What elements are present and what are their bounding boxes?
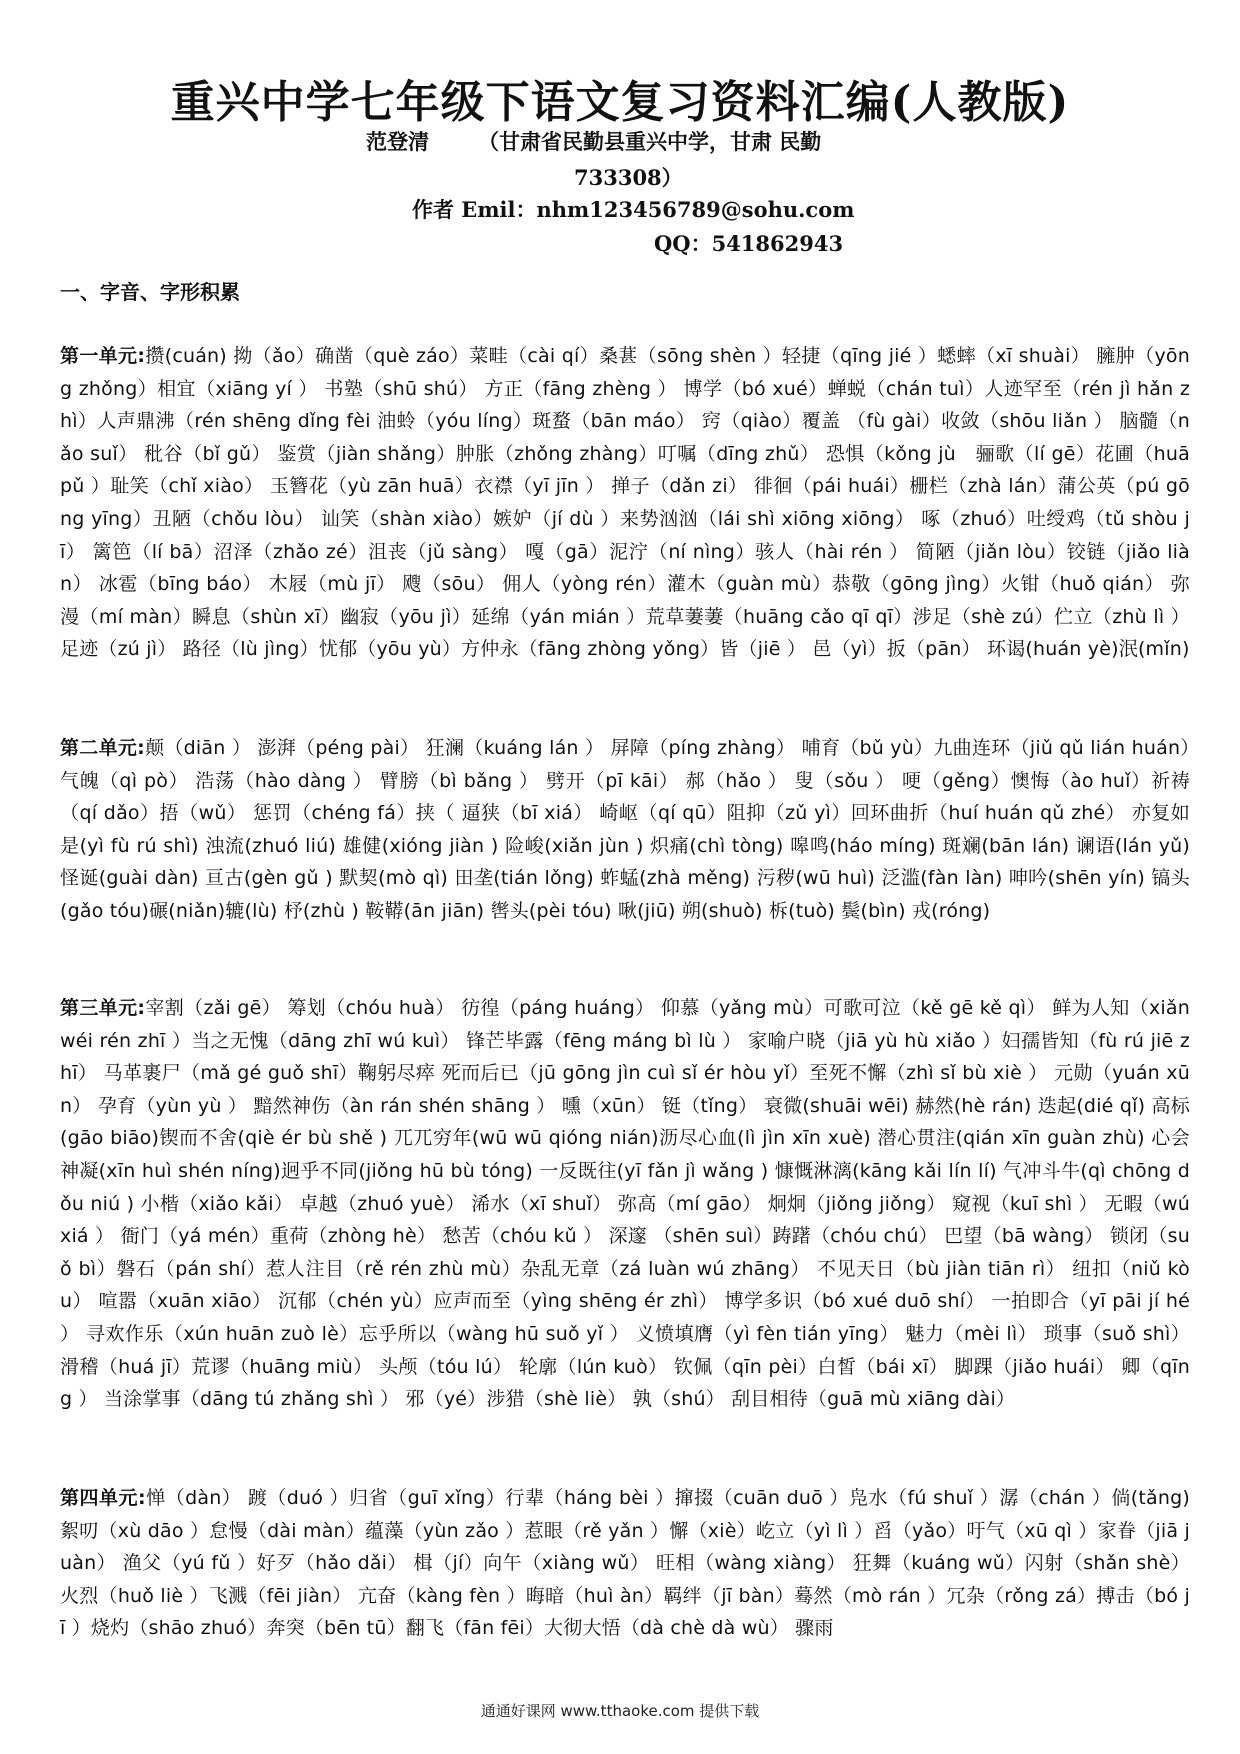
author-affiliation-line1: （甘肃省民勤县重兴中学，甘肃 民勤 [478,129,822,154]
author-qq: QQ：541862943 [654,231,844,256]
unit-text: 惮（dàn） 踱（duó ）归省（guī xǐng）行辈（háng bèi ）撺掇（cuān duō ）凫水（fú shuǐ ）潺（chán ）倘(tǎng) 絮叨（xù dāo ）怠慢（dài màn）蕴藻（yùn zǎo ）惹眼（rě yǎn ）懈（xiè）屹立（yì lì ）舀（yǎo）吁气（xū qì ）家眷（jiā juàn） 渔父（yú fǔ ）好歹（hǎo dǎi） 楫（jí）向午（xiàng wǔ） 旺相（wàng xiàng） 狂舞（kuáng wǔ）闪射（shǎn shè） 火烈（huǒ liè ）飞溅（fēi jiàn） 亢奋（kàng fèn ）晦暗（huì àn）羁绊（jī bàn）蓦然（mò rán ）冗杂（rǒng zá）搏击（bó jī ）烧灼（shāo zhuó）奔突（bēn tū）翻飞（fān fēi）大彻大悟（dà chè dà wù） 骤雨 [60,1487,1190,1640]
unit-paragraph-4 [60,1482,1190,1645]
unit-text: 宰割（zǎi gē） 筹划（chóu huà） 彷徨（páng huáng） 仰慕（yǎng mù）可歌可泣（kě gē kě qì） 鲜为人知（xiǎn wéi rén zhī ）当之无愧（dāng zhī wú kuì） 锋芒毕露（fēng máng bì lù ） 家喻户晓（jiā yù hù xiǎo ）妇孺皆知（fù rú jiē zhī） 马革裹尸（mǎ gé guǒ shī）鞠躬尽瘁 死而后已（jū gōng jìn cuì sǐ ér hòu yǐ）至死不懈（zhì sǐ bù xiè ） 元勋（yuán xūn） 孕育（yùn yù ） 黯然神伤（àn rán shén shāng ） 曛（xūn） 铤（tǐng） 衰微(shuāi wēi) 赫然(hè rán) 迭起(dié qǐ) 高标(gāo biāo)锲而不舍(qiè ér bù shě ) 兀兀穷年(wū wū qióng nián)沥尽心血(lì jìn xīn xuè) 潜心贯注(qián xīn guàn zhù) 心会神凝(xīn huì shén níng)迥乎不同(jiǒng hū bù tóng) 一反既往(yī fǎn jì wǎng ) 慷慨淋漓(kāng kǎi lín lí) 气冲斗牛(qì chōng dǒu niú ) 小楷（xiǎo kǎi） 卓越（zhuó yuè） 浠水（xī shuǐ） 弥高（mí gāo） 炯炯（jiǒng jiǒng） 窥视（kuī shì ） 无暇（wú xiá ） 衙门（yá mén）重荷（zhòng hè） 愁苦（chóu kǔ ） 深邃 （shēn suì）踌躇（chóu chú） 巴望（bā wàng） 锁闭（suǒ bì）磐石（pán shí）惹人注目（rě rén zhù mù）杂乱无章（zá luàn wú zhāng） 不见天日（bù jiàn tiān rì） 纽扣（niǔ kòu） 喧嚣（xuān xiāo） 沉郁（chén yù）应声而至（yìng shēng ér zhì） 博学多识（bó xué duō shí） 一拍即合（yī pāi jí hé ） 寻欢作乐（xún huān zuò lè）忘乎所以（wàng hū suǒ yǐ ） 义愤填膺（yì fèn tián yīng） 魅力（mèi lì） 琐事（suǒ shì） 滑稽（huá jī）荒谬（huāng miù） 头颅（tóu lú） 轮廓（lún kuò） 钦佩（qīn pèi）白皙（bái xī） 脚踝（jiǎo huái） 卿（qīng ） 当涂掌事（dāng tú zhǎng shì ） 邪（yé）涉猎（shè liè） 孰（shú） 刮目相待（guā mù xiāng dài） [60,997,1190,1411]
author-name: 范登清 [366,129,429,154]
unit-label: 第一单元: [60,345,146,367]
unit-text: 攒(cuán) 拗（ǎo）确凿（què záo）菜畦（cài qí）桑葚（sōng shèn ）轻捷（qīng jié ）蟋蟀（xī shuài） 臃肿（yōng zhǒng）相宜（xiāng yí ） 书塾（shū shú） 方正（fāng zhèng ） 博学（bó xué）蝉蜕（chán tuì）人迹罕至（rén jì hǎn zhì）人声鼎沸（rén shēng dǐng fèi 油蛉（yóu líng）斑蝥（bān máo） 窍（qiào）覆盖 （fù gài）收敛（shōu liǎn ） 脑髓（nǎo suǐ） 秕谷（bǐ gǔ） 鉴赏（jiàn shǎng）肿胀（zhǒng zhàng）叮嘱（dīng zhǔ） 恐惧（kǒng jù 骊歌（lí gē）花圃（huā pǔ ）耻笑（chǐ xiào） 玉簪花（yù zān huā）衣襟（yī jīn ） 掸子（dǎn zi） 徘徊（pái huái）栅栏（zhà lán）蒲公英（pú gōng yīng）丑陋（chǒu lòu） 讪笑（shàn xiào）嫉妒（jí dù ）来势汹汹（lái shì xiōng xiōng） 啄（zhuó）吐绶鸡（tǔ shòu jī） 篱笆（lí bā）沼泽（zhǎo zé）沮丧（jǔ sàng） 嘎（gā）泥泞（ní nìng）骇人（hài rén ） 简陋（jiǎn lòu）铰链（jiǎo liàn） 冰雹（bīng báo） 木屐（mù jī） 飕（sōu） 佣人（yòng rén）灌木（guàn mù）恭敬（gōng jìng）火钳（huǒ qián） 弥漫（mí màn）瞬息（shùn xī）幽寂（yōu jì）延绵（yán mián ）荒草萋萋（huāng cǎo qī qī）涉足（shè zú）伫立（zhù lì ） 足迹（zú jì） 路径（lù jìng）忧郁（yōu yù）方仲永（fāng zhòng yǒng）皆（jiē ） 邑（yì）扳（pān） 环谒(huán yè)泯(mǐn) [60,345,1190,661]
unit-label: 第四单元: [60,1487,146,1509]
document-title: 重兴中学七年级下语文复习资料汇编(人教版) [170,77,1070,128]
author-email: 作者 Emil：nhm123456789@sohu.com [412,197,855,222]
unit-paragraph-1 [60,340,1190,666]
section-heading: 一、字音、字形积累 [60,280,240,304]
author-affiliation-line2: 733308） [574,165,683,190]
unit-label: 第三单元: [60,997,146,1019]
unit-label: 第二单元: [60,737,145,759]
unit-text: 颠（diān ） 澎湃（péng pài） 狂澜（kuáng lán ） 屏障（píng zhàng） 哺育（bǔ yù）九曲连环（jiǔ qǔ lián huán）气魄（qì pò） 浩荡（hào dàng ） 臂膀（bì bǎng ） 劈开（pī kāi） 郝（hǎo ） 叟（sǒu ） 哽（gěng）懊悔（ào huǐ）祈祷（qí dǎo）捂（wǔ） 惩罚（chéng fá）挟（ 逼狭（bī xiá） 崎岖（qí qū）阻抑（zǔ yì）回环曲折（huí huán qǔ zhé） 亦复如是(yì fù rú shì) 浊流(zhuó liú) 雄健(xióng jiàn ) 险峻(xiǎn jùn ) 炽痛(chì tòng) 嗥鸣(háo míng) 斑斓(bān lán) 谰语(lán yǔ) 怪诞(guài dàn) 亘古(gèn gǔ ) 默契(mò qì) 田垄(tián lǒng) 蚱蜢(zhà měng) 污秽(wū huì) 泛滥(fàn làn) 呻吟(shēn yín) 镐头(gǎo tóu)碾(niǎn)辘(lù) 杼(zhù ) 鞍鞯(ān jiān) 辔头(pèi tóu) 啾(jiū) 朔(shuò) 柝(tuò) 鬓(bìn) 戎(róng) [60,737,1190,922]
page-footer: 通通好课网 www.tthaoke.com 提供下载 [480,1702,760,1720]
unit-paragraph-2 [60,732,1190,928]
unit-paragraph-3 [60,992,1190,1416]
